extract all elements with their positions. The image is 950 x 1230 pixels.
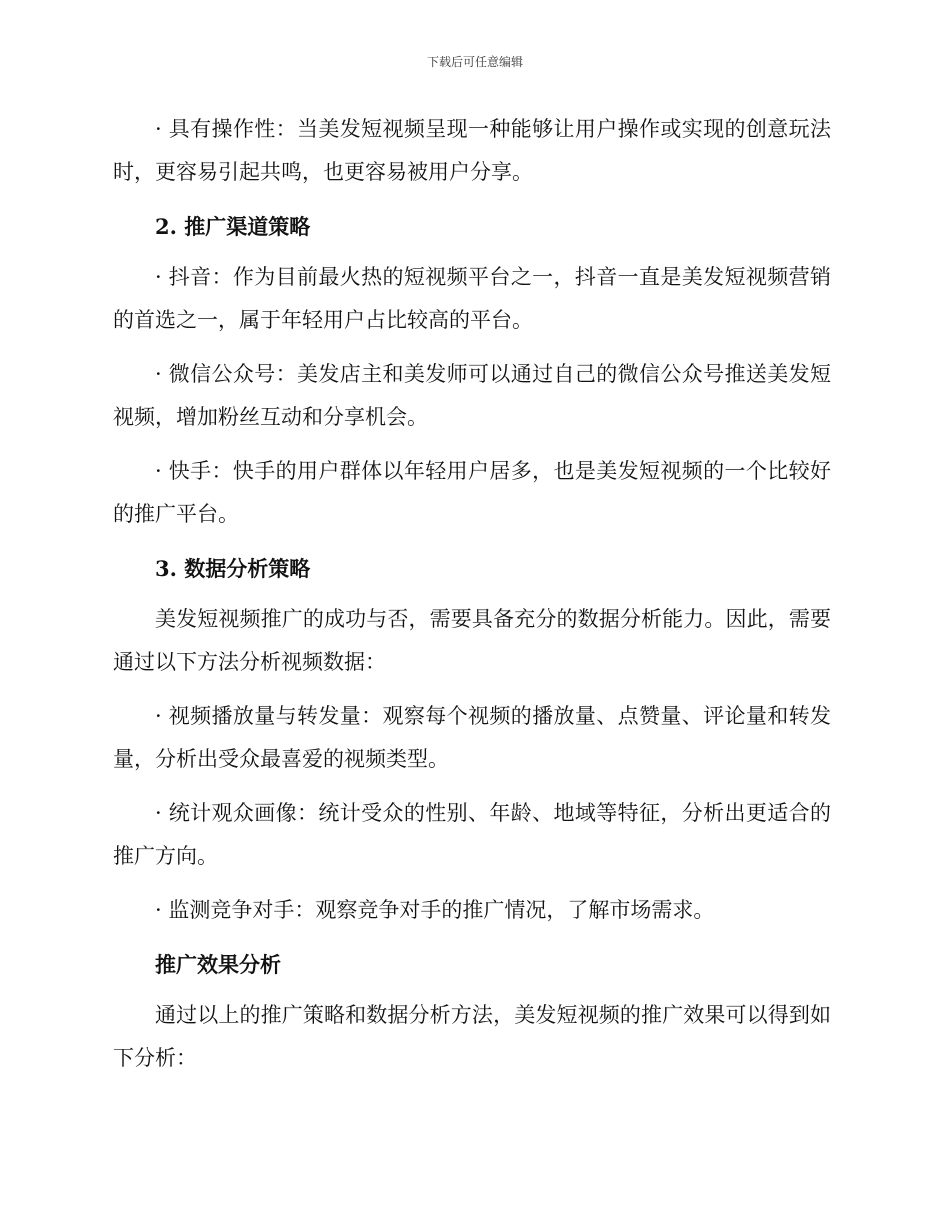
paragraph-douyin: · 抖音：作为目前最火热的短视频平台之一，抖音一直是美发短视频营销的首选之一，属于年轻用户占比较高的平台。	[113, 265, 831, 332]
paragraph-data-intro: 美发短视频推广的成功与否，需要具备充分的数据分析能力。因此，需要通过以下方法分析视频数据：	[113, 607, 831, 674]
paragraph-wechat: · 微信公众号：美发店主和美发师可以通过自己的微信公众号推送美发短视频，增加粉丝互动和分享机会。	[113, 362, 831, 429]
paragraph-audience-profile: · 统计观众画像：统计受众的性别、年龄、地域等特征，分析出更适合的推广方向。	[113, 801, 831, 868]
section-heading-channel-strategy: 2. 推广渠道策略	[155, 214, 311, 239]
document-body	[113, 108, 831, 1091]
paragraph-effect-intro: 通过以上的推广策略和数据分析方法，美发短视频的推广效果可以得到如下分析：	[113, 1003, 831, 1070]
paragraph-operability: · 具有操作性：当美发短视频呈现一种能够让用户操作或实现的创意玩法时，更容易引起共鸣，也更容易被用户分享。	[113, 117, 831, 184]
paragraph-views-shares: · 视频播放量与转发量：观察每个视频的播放量、点赞量、评论量和转发量，分析出受众最喜爱的视频类型。	[113, 704, 831, 771]
section-heading-effect-analysis: 推广效果分析	[155, 952, 281, 977]
paragraph-kuaishou: · 快手：快手的用户群体以年轻用户居多，也是美发短视频的一个比较好的推广平台。	[113, 459, 831, 526]
section-heading-data-strategy: 3. 数据分析策略	[155, 556, 311, 581]
page-header: 下载后可任意编辑	[426, 55, 523, 69]
paragraph-competitors: · 监测竞争对手：观察竞争对手的推广情况，了解市场需求。	[155, 898, 715, 922]
